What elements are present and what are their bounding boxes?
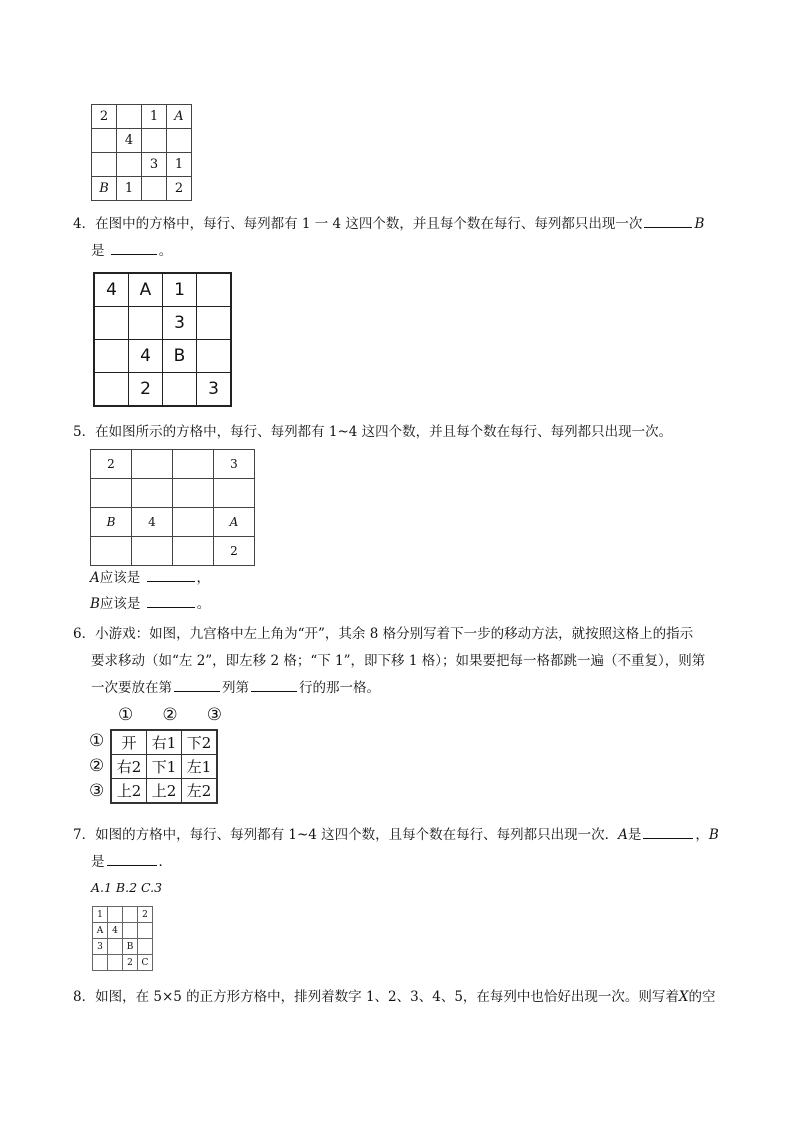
row-headers [89, 729, 104, 804]
grid-cell [129, 307, 163, 340]
grid-cell [132, 537, 173, 566]
question-7 [73, 822, 719, 848]
grid-cell: B [123, 939, 138, 955]
answer-blank[interactable] [147, 567, 195, 582]
grid-cell [94, 307, 129, 340]
grid-q4-body [94, 273, 231, 406]
grid-cell [91, 479, 132, 508]
grid-cell [94, 373, 129, 407]
grid-cell: 1 [167, 153, 192, 177]
grid-cell: 上2 [111, 779, 147, 804]
grid-row [91, 508, 255, 537]
grid-cell: 2 [214, 537, 255, 566]
grid-q5 [90, 449, 255, 566]
text-part: 行的那一格。 [299, 680, 380, 696]
grid-cell [132, 450, 173, 479]
grid-cell: 2 [91, 450, 132, 479]
answer-blank[interactable] [111, 240, 157, 255]
grid-q3 [91, 104, 192, 201]
grid-cell [173, 450, 214, 479]
grid-cell [91, 537, 132, 566]
grid-cell: 4 [129, 340, 163, 373]
grid-row [93, 955, 153, 971]
grid-row [92, 105, 192, 129]
grid-cell [138, 939, 153, 955]
grid-q4 [93, 272, 232, 407]
grid-row [111, 730, 217, 755]
question-6-line2: 要求移动（如“左 2”，即左移 2 格；“下 1”，即下移 1 格）；如果要把每一格都跳一遍（不重复），则第 [91, 653, 706, 669]
question-7-line2 [91, 849, 172, 875]
grid-cell [108, 955, 123, 971]
answer-label: 应该是 [99, 596, 141, 612]
grid-cell [108, 907, 123, 923]
text-suffix: ． [158, 854, 172, 870]
grid-cell [117, 105, 142, 129]
variable-b: B [708, 827, 719, 843]
text-suffix: 。 [158, 243, 173, 259]
grid-cell [132, 479, 173, 508]
grid-cell [197, 307, 232, 340]
text-suffix: ， [196, 570, 211, 586]
grid-cell: 上2 [147, 779, 182, 804]
grid-cell [167, 129, 192, 153]
answer-label: 是 [627, 827, 642, 843]
text-suffix: 。 [196, 596, 211, 612]
grid-row [94, 307, 231, 340]
grid-cell: 3 [214, 450, 255, 479]
grid-cell [197, 340, 232, 373]
grid-cell: 右1 [147, 730, 182, 755]
grid-cell: 左2 [182, 779, 218, 804]
grid-cell: A [167, 105, 192, 129]
grid-cell: 1 [93, 907, 108, 923]
grid-cell: 2 [129, 373, 163, 407]
grid-cell: 3 [93, 939, 108, 955]
q5-answer-b [90, 591, 210, 617]
grid-cell: 下1 [147, 755, 182, 779]
grid-q7-body [93, 907, 153, 971]
grid-row [111, 755, 217, 779]
grid-cell: 3 [163, 307, 197, 340]
grid-cell: 4 [94, 273, 129, 307]
grid-row [91, 450, 255, 479]
column-header: ① [118, 705, 134, 725]
grid-cell: 3 [197, 373, 232, 407]
question-text: 如图，在 5×5 的正方形方格中，排列着数字 1、2、3、4、5，在每列中也恰好出现一次。则写着 [95, 989, 679, 1005]
grid-cell: 右2 [111, 755, 147, 779]
question-8 [73, 984, 716, 1010]
grid-cell: A [129, 273, 163, 307]
answer-blank-column[interactable] [174, 677, 220, 692]
grid-row [111, 779, 217, 804]
grid-cell [214, 479, 255, 508]
grid-cell: B [163, 340, 197, 373]
grid-cell: A [93, 923, 108, 939]
grid-cell: B [91, 508, 132, 537]
grid-cell: 1 [117, 177, 142, 201]
grid-cell: 4 [117, 129, 142, 153]
grid-cell [123, 907, 138, 923]
grid-cell [173, 537, 214, 566]
grid-cell: 2 [123, 955, 138, 971]
grid-cell [197, 273, 232, 307]
grid-row [94, 273, 231, 307]
question-number: 7． [73, 827, 96, 843]
question-5 [73, 419, 672, 445]
row-header: ③ [89, 781, 105, 801]
grid-q6-body [111, 730, 217, 803]
q5-answer-a [90, 565, 210, 591]
grid-cell: 2 [138, 907, 153, 923]
text-suffix: ， [695, 827, 709, 843]
column-header: ② [162, 705, 178, 725]
question-text: 在如图所示的方格中，每行、每列都有 1~4 这四个数，并且每个数在每行、每列都只出现一次。 [95, 424, 673, 440]
answer-blank[interactable] [107, 851, 157, 866]
answer-label: 应该是 [99, 570, 141, 586]
grid-q6 [110, 729, 218, 804]
grid-cell: A [214, 508, 255, 537]
question-4-line2 [91, 238, 172, 264]
grid-cell: C [138, 955, 153, 971]
grid-cell [123, 923, 138, 939]
grid-cell [117, 153, 142, 177]
grid-cell [92, 153, 117, 177]
grid-cell: 1 [142, 105, 167, 129]
question-7-options: A.1 B.2 C.3 [91, 880, 163, 895]
row-header: ① [89, 731, 105, 751]
question-6-line3 [91, 675, 380, 701]
text-prefix: 是 [91, 854, 105, 870]
grid-cell [93, 955, 108, 971]
grid-cell: 左1 [182, 755, 218, 779]
grid-row [91, 479, 255, 508]
question-number: 4． [73, 216, 96, 232]
column-headers [118, 705, 222, 725]
grid-cell: B [92, 177, 117, 201]
grid-row [91, 537, 255, 566]
grid-cell [142, 177, 167, 201]
grid-cell [92, 129, 117, 153]
grid-row [93, 923, 153, 939]
grid-cell [142, 129, 167, 153]
grid-q5-body [91, 450, 255, 566]
grid-row [92, 129, 192, 153]
grid-cell: 3 [142, 153, 167, 177]
grid-row [93, 907, 153, 923]
grid-cell: 下2 [182, 730, 218, 755]
grid-row [94, 373, 231, 407]
answer-blank[interactable] [644, 213, 692, 228]
question-text: 在图中的方格中，每行、每列都有 1 一 4 这四个数，并且每个数在每行、每列都只出现一次 [95, 216, 643, 232]
grid-cell [138, 923, 153, 939]
question-number: 8． [73, 989, 96, 1005]
text-part: 列第 [222, 680, 249, 696]
grid-cell [108, 939, 123, 955]
column-header: ③ [206, 705, 222, 725]
grid-cell [163, 373, 197, 407]
text-prefix: 是 [91, 243, 105, 259]
question-number: 5． [73, 424, 96, 440]
grid-cell: 2 [92, 105, 117, 129]
grid-cell: 4 [108, 923, 123, 939]
answer-blank-row[interactable] [251, 677, 297, 692]
grid-q3-body [92, 105, 192, 201]
grid-cell: 4 [132, 508, 173, 537]
grid-row [92, 153, 192, 177]
grid-cell [173, 508, 214, 537]
variable-b: B [90, 596, 100, 612]
variable-b: B [694, 216, 705, 232]
question-text: 如图的方格中，每行、每列都有 1~4 这四个数，且每个数在每行、每列都只出现一次． [95, 827, 619, 843]
grid-row [94, 340, 231, 373]
question-6 [73, 621, 693, 647]
question-4 [73, 211, 704, 237]
grid-cell [94, 340, 129, 373]
grid-row [93, 939, 153, 955]
text-tail: 的空 [688, 989, 716, 1005]
grid-cell: 1 [163, 273, 197, 307]
row-header: ② [89, 756, 105, 776]
grid-row [92, 177, 192, 201]
question-text-line1: 小游戏：如图，九宫格中左上角为“开”，其余 8 格分别写着下一步的移动方法，就按照这格上的指示 [95, 626, 694, 642]
answer-blank[interactable] [643, 824, 693, 839]
variable-x: X [678, 989, 689, 1005]
text-part: 一次要放在第 [91, 680, 172, 696]
answer-blank[interactable] [147, 593, 195, 608]
variable-a: A [90, 570, 100, 586]
grid-cell [173, 479, 214, 508]
grid-cell: 开 [111, 730, 147, 755]
grid-cell: 2 [167, 177, 192, 201]
variable-a: A [618, 827, 628, 843]
grid-q7 [92, 906, 153, 971]
question-number: 6． [73, 626, 96, 642]
